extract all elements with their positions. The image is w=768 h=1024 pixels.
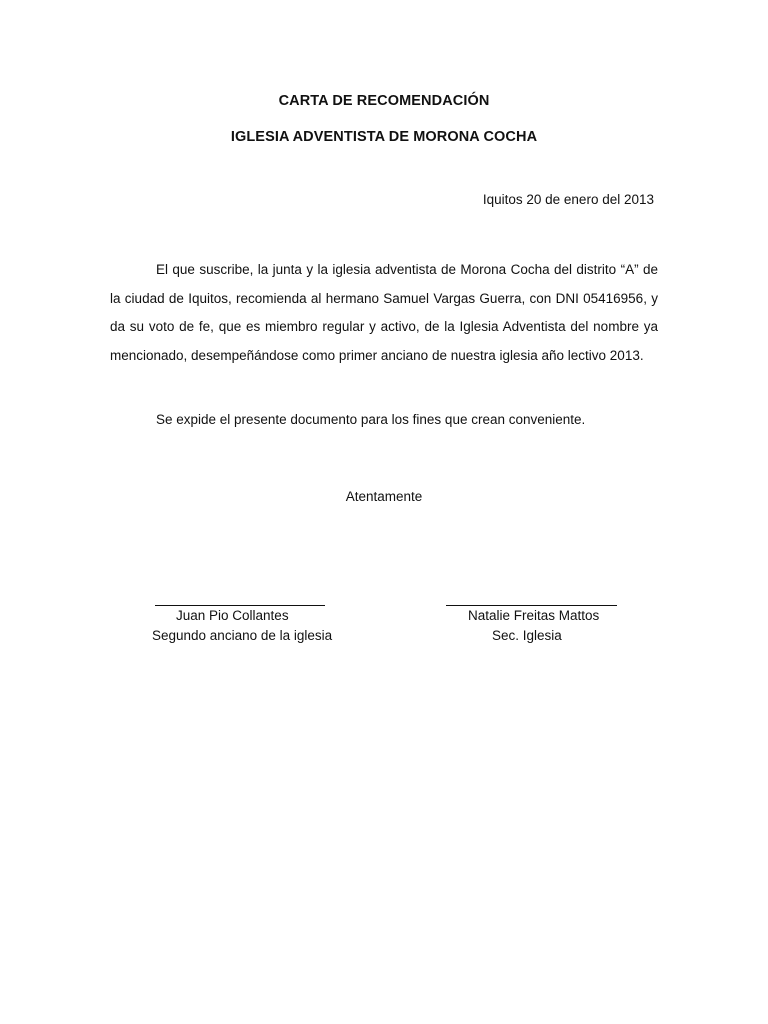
purpose-paragraph: Se expide el presente documento para los fines que crean conveniente.: [156, 412, 586, 427]
date-line: Iquitos 20 de enero del 2013: [482, 192, 654, 207]
signer-role-left: Segundo anciano de la iglesia: [152, 628, 333, 643]
signer-role-right: Sec. Iglesia: [492, 628, 562, 643]
signer-name-right: Natalie Freitas Mattos: [468, 608, 600, 623]
recommendation-paragraph: [110, 256, 658, 370]
church-name: IGLESIA ADVENTISTA DE MORONA COCHA: [230, 129, 538, 145]
recommendation-text: El que suscribe, la junta y la iglesia adventista de Morona Cocha del distrito “A” de la ciudad de Iquitos, recomienda al hermano Samuel Vargas Guerra, con DNI 05416956, y da su voto de fe, que es miembro regular y activo, de la Iglesia Adventista del nombre ya mencionado, desempeñándose como primer anciano de nuestra iglesia año lectivo 2013.: [110, 262, 658, 363]
signature-line-right: [446, 605, 617, 606]
signer-name-left: Juan Pio Collantes: [176, 608, 289, 623]
closing-text: Atentamente: [345, 489, 423, 504]
signature-line-left: [155, 605, 325, 606]
letter-title: CARTA DE RECOMENDACIÓN: [278, 93, 490, 109]
